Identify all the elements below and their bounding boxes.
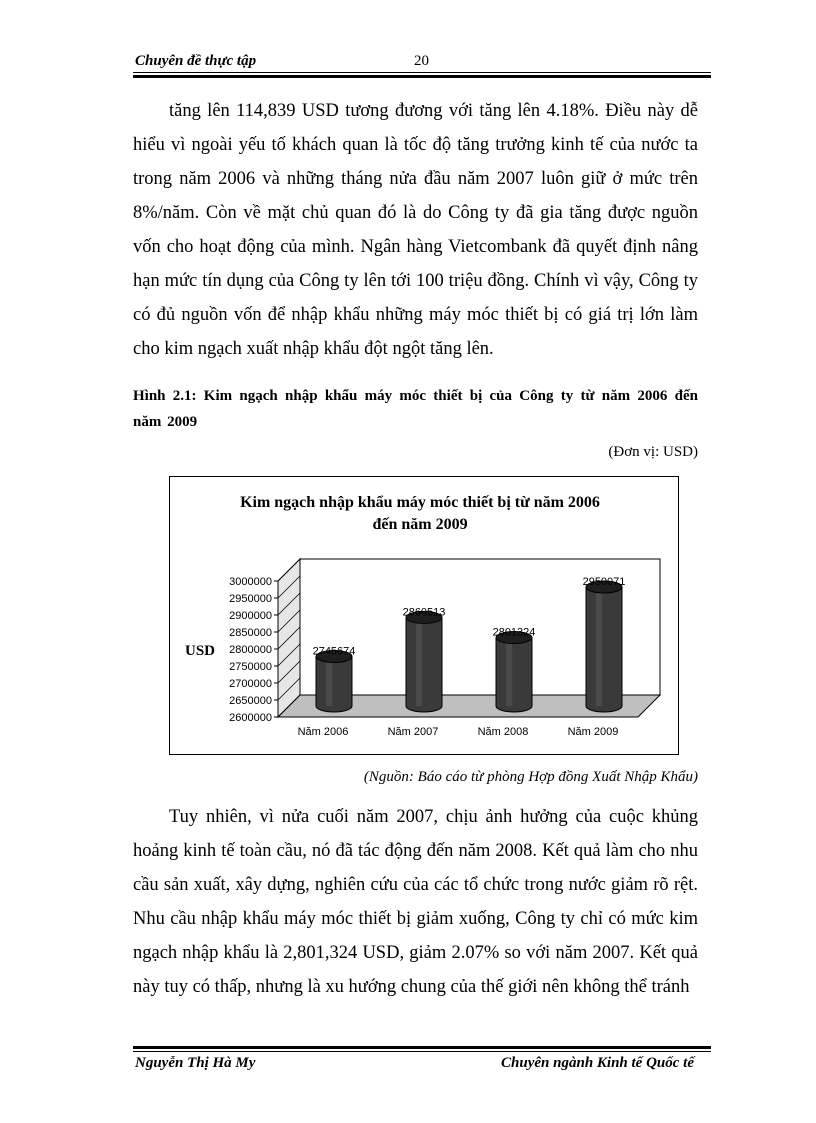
- bar: [586, 587, 622, 712]
- bar-highlight: [326, 656, 332, 706]
- header-rule-thick: [133, 75, 711, 78]
- y-tick-label: 2850000: [229, 627, 272, 639]
- bar-value-label: 2801324: [492, 626, 536, 639]
- footer-major: Chuyên ngành Kinh tế Quốc tế: [501, 1055, 694, 1071]
- chart-frame: [169, 476, 679, 755]
- header-title: Chuyên đề thực tập: [135, 53, 257, 69]
- y-axis-label: USD: [184, 643, 216, 659]
- y-tick-label: 2900000: [229, 610, 272, 622]
- chart-title-line2: đến năm 2009: [372, 516, 468, 533]
- bar-chart: [170, 477, 678, 754]
- footer-author: Nguyễn Thị Hà My: [135, 1055, 256, 1071]
- y-tick-label: 2650000: [229, 695, 272, 707]
- bar-highlight: [416, 617, 422, 706]
- y-tick-label: 2700000: [229, 678, 272, 690]
- x-tick-label: Năm 2008: [477, 726, 529, 738]
- bar: [316, 656, 352, 712]
- y-tick-label: 2750000: [229, 661, 272, 673]
- header-rule-thin: [133, 72, 711, 73]
- bar-value-label: 2860513: [402, 606, 446, 619]
- y-tick-label: 2600000: [229, 712, 272, 724]
- bar: [496, 638, 532, 712]
- figure-source: (Nguồn: Báo cáo từ phòng Hợp đồng Xuất Nhập Khẩu): [363, 769, 698, 785]
- body-paragraph-1: tăng lên 114,839 USD tương đương với tăng lên 4.18%. Điều này dễ hiểu vì ngoài yếu tố khách quan là tốc độ tăng trưởng kinh tế của nước ta trong năm 2006 và những tháng nửa đầu năm 2007 luôn giữ ở mức trên 8%/năm. Còn về mặt chủ quan đó là do Công ty đã gia tăng được nguồn vốn cho hoạt động của mình. Ngân hàng Vietcombank đã quyết định nâng hạn mức tín dụng của Công ty lên tới 100 triệu đồng. Chính vì vậy, Công ty có đủ nguồn vốn để nhập khẩu những máy móc thiết bị có giá trị lớn làm cho kim ngạch xuất nhập khẩu đột ngột tăng lên.: [133, 101, 698, 359]
- page-header: [133, 50, 711, 76]
- y-tick-label: 3000000: [229, 576, 272, 588]
- plot-area: [229, 559, 660, 738]
- x-tick-label: Năm 2006: [297, 726, 349, 738]
- x-tick-label: Năm 2007: [387, 726, 439, 738]
- page-number: 20: [414, 53, 429, 69]
- figure-unit: (Đơn vị: USD): [608, 444, 698, 460]
- chart-title-line1: Kim ngạch nhập khẩu máy móc thiết bị từ năm 2006: [240, 494, 600, 511]
- bar: [406, 617, 442, 712]
- figure-caption: Hình 2.1: Kim ngạch nhập khẩu máy móc thiết bị của Công ty từ năm 2006 đến năm 2009: [133, 388, 698, 430]
- x-tick-label: Năm 2009: [567, 726, 619, 738]
- footer-rule-thick: [133, 1046, 711, 1049]
- body-paragraph-2: Tuy nhiên, vì nửa cuối năm 2007, chịu ảnh hưởng của cuộc khủng hoảng kinh tế toàn cầu, nó đã tác động đến năm 2008. Kết quả làm cho nhu cầu sản xuất, xây dựng, nghiên cứu của các tổ chức trong nước giảm rõ rệt. Nhu cầu nhập khẩu máy móc thiết bị giảm xuống, Công ty chỉ có mức kim ngạch nhập khẩu là 2,801,324 USD, giảm 2.07% so với năm 2007. Kết quả này tuy có thấp, nhưng là xu hướng chung của thế giới nên không thể tránh: [133, 807, 698, 997]
- y-tick-label: 2800000: [229, 644, 272, 656]
- footer-rule-thin: [133, 1051, 711, 1052]
- y-tick-label: 2950000: [229, 593, 272, 605]
- bar-value-label: 2950071: [582, 575, 626, 588]
- bar-value-label: 2745674: [312, 645, 356, 658]
- bar-highlight: [596, 587, 602, 706]
- bar-highlight: [506, 638, 512, 706]
